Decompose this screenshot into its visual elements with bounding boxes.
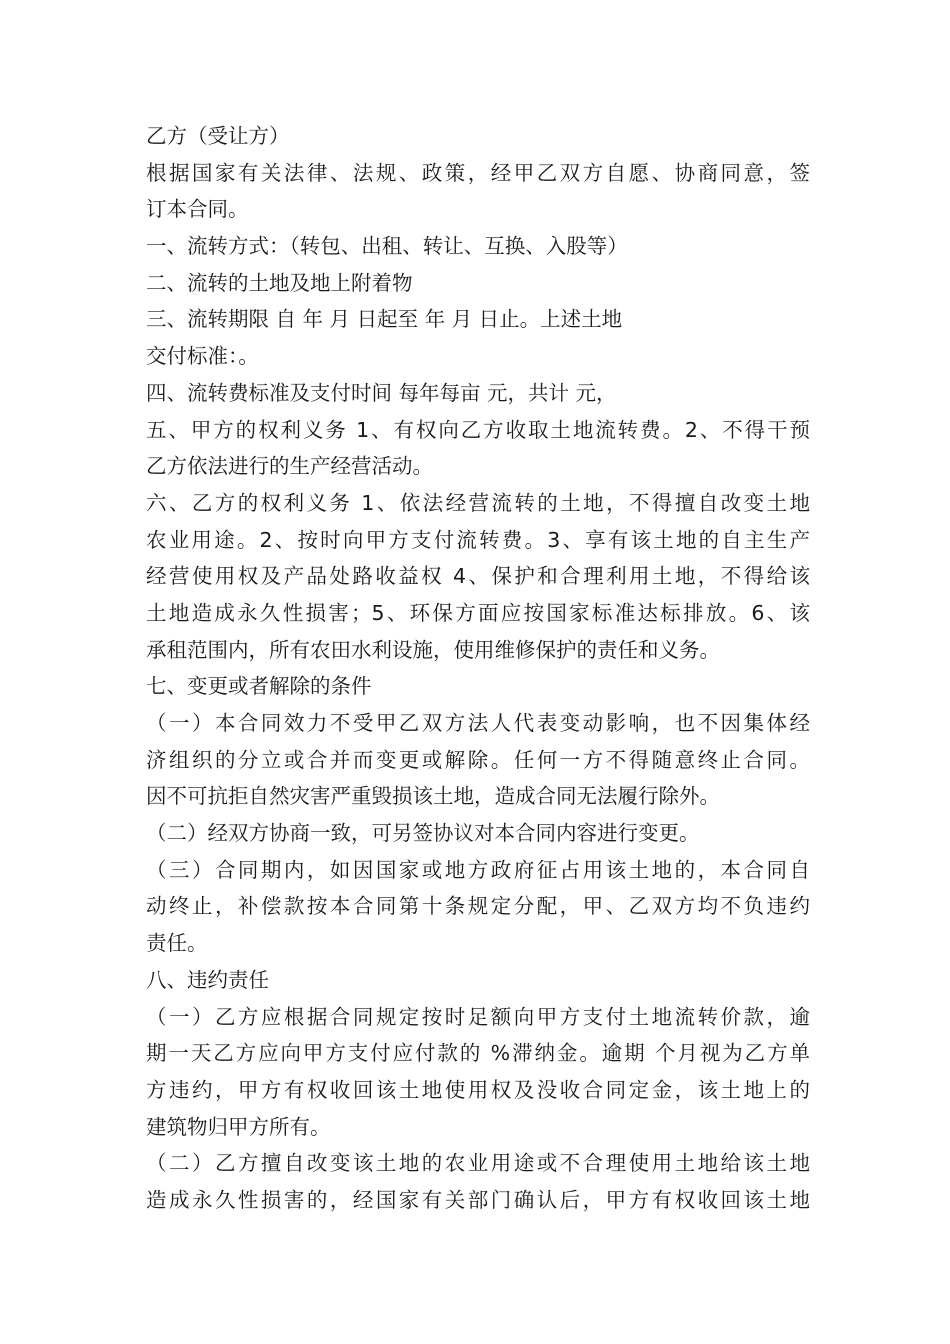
clause-7-2: （二）经双方协商一致，可另签协议对本合同内容进行变更。 xyxy=(146,821,700,846)
clause-8-1-line-3: 方违约，甲方有权收回该土地使用权及没收合同定金，该土地上的 xyxy=(146,1077,810,1102)
clause-5-line-2: 乙方依法进行的生产经营活动。 xyxy=(146,454,433,479)
clause-6-line-4: 土地造成永久性损害；5、环保方面应按国家标准达标排放。6、该 xyxy=(146,600,810,625)
clause-1-transfer-method: 一、流转方式：（转包、出租、转让、互换、入股等） xyxy=(146,234,628,259)
clause-8-1-line-1: （一）乙方应根据合同规定按时足额向甲方支付土地流转价款，逾 xyxy=(146,1004,810,1029)
contract-body xyxy=(146,118,810,1219)
clause-7-1-line-3: 因不可抗拒自然灾害严重毁损该土地，造成合同无法履行除外。 xyxy=(146,784,720,809)
clause-6-line-5: 承租范围内，所有农田水利设施，使用维修保护的责任和义务。 xyxy=(146,637,720,662)
clause-8-2-line-1: （二）乙方擅自改变该土地的农业用途或不合理使用土地给该土地 xyxy=(146,1151,810,1176)
clause-7-1-line-1: （一）本合同效力不受甲乙双方法人代表变动影响，也不因集体经 xyxy=(146,711,810,735)
clause-4-fee: 四、流转费标准及支付时间 每年每亩 元，共计 元， xyxy=(146,380,617,405)
clause-7-3-line-3: 责任。 xyxy=(146,931,208,956)
clause-6-line-3: 经营使用权及产品处路收益权 4、保护和合理利用土地，不得给该 xyxy=(146,564,810,589)
clause-3-term: 三、流转期限 自 年 月 日起至 年 月 日止。上述土地 xyxy=(146,307,623,332)
clause-7-1-line-2: 济组织的分立或合并而变更或解除。任何一方不得随意终止合同。 xyxy=(146,747,810,772)
clause-7-3-line-1: （三）合同期内，如因国家或地方政府征占用该土地的，本合同自 xyxy=(146,857,810,882)
clause-6-line-1: 六、乙方的权利义务 1、依法经营流转的土地，不得擅自改变土地 xyxy=(146,490,810,515)
clause-8-2-line-2: 造成永久性损害的，经国家有关部门确认后，甲方有权收回该土地 xyxy=(146,1187,810,1212)
preamble-line-2: 订本合同。 xyxy=(146,197,249,222)
delivery-standard: 交付标准：。 xyxy=(146,344,259,369)
clause-8-heading: 八、违约责任 xyxy=(146,967,269,992)
clause-7-heading: 七、变更或者解除的条件 xyxy=(146,674,372,699)
clause-8-1-line-2: 期一天乙方应向甲方支付应付款的 %滞纳金。逾期 个月视为乙方单 xyxy=(146,1041,810,1066)
clause-6-line-2: 农业用途。2、按时向甲方支付流转费。3、享有该土地的自主生产 xyxy=(146,527,810,552)
clause-8-1-line-4: 建筑物归甲方所有。 xyxy=(146,1114,331,1139)
party-b-heading: 乙方（受让方） xyxy=(146,124,290,148)
clause-2-land: 二、流转的土地及地上附着物 xyxy=(146,270,413,295)
clause-5-line-1: 五、甲方的权利义务 1、有权向乙方收取土地流转费。2、不得干预 xyxy=(146,417,810,442)
preamble-line-1: 根据国家有关法律、法规、政策，经甲乙双方自愿、协商同意，签 xyxy=(146,160,810,185)
clause-7-3-line-2: 动终止，补偿款按本合同第十条规定分配，甲、乙双方均不负违约 xyxy=(146,894,810,919)
